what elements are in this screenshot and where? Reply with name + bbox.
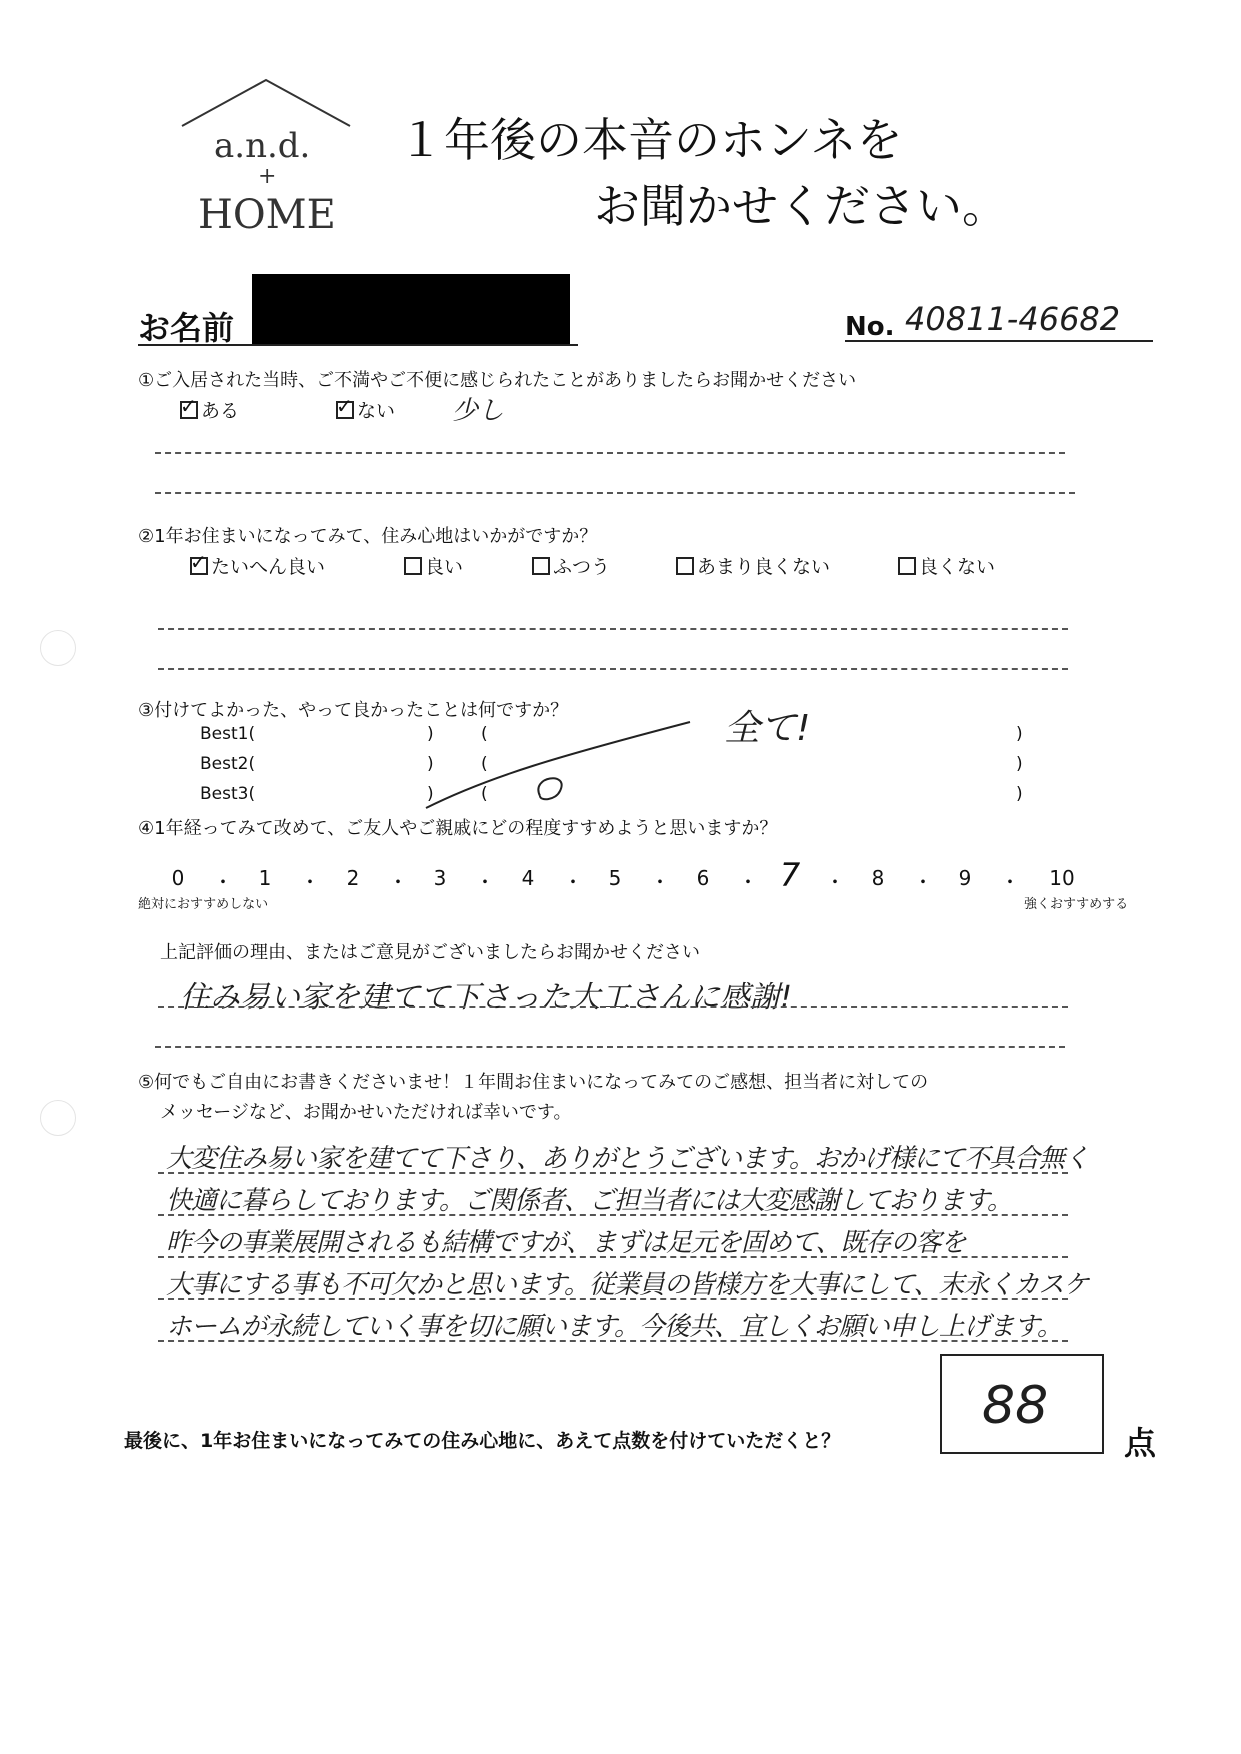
- q4-scale-dot: ・: [913, 870, 933, 894]
- q5-handwritten-line-5: ホームが永続していく事を切に願います。今後共、宜しくお願い申し上げます。: [166, 1312, 1062, 1342]
- q2-option-bad-label: 良くない: [919, 556, 996, 578]
- q2-checkbox-very-good[interactable]: [190, 557, 208, 575]
- q2-question: ②1年お住まいになってみて、住み心地はいかがですか？: [138, 526, 598, 547]
- q1-option-aru[interactable]: [180, 396, 239, 423]
- q5-handwritten-line-1: 大変住み易い家を建てて下さり、ありがとうございます。おかげ様にて不具合無く: [166, 1144, 1089, 1174]
- punch-hole-mark: [40, 630, 76, 666]
- q1-answer-line-1: [155, 452, 1065, 454]
- q5-handwritten-line-2: 快適に暮らしております。ご関係者、ご担当者には大変感謝しております。: [166, 1186, 1012, 1216]
- q4-scale-dot: ・: [300, 870, 320, 894]
- q1-answer-line-2: [155, 492, 1075, 494]
- q4-scale-dot: ・: [1000, 870, 1020, 894]
- q2-checkbox-normal[interactable]: [532, 557, 550, 575]
- q3-best1-open: (: [481, 724, 488, 744]
- q2-option-bad[interactable]: [898, 552, 995, 579]
- q3-best3-label: Best3(: [200, 784, 256, 804]
- q2-option-very-good[interactable]: [190, 552, 325, 579]
- q3-best2-close: ): [427, 754, 434, 774]
- q2-option-good-label: 良い: [425, 556, 464, 578]
- q2-checkbox-bad[interactable]: [898, 557, 916, 575]
- q4-scale-10[interactable]: 10: [1049, 866, 1075, 890]
- q3-handwritten: 全て!: [724, 708, 811, 749]
- q2-option-not-very-good-label: あまり良くない: [697, 556, 831, 578]
- q5-question-line2: メッセージなど、お聞かせいただければ幸いです。: [160, 1102, 572, 1123]
- number-value: 40811-46682: [905, 300, 1121, 338]
- q3-best2-open: (: [481, 754, 488, 774]
- q1-option-nai-label: ない: [357, 400, 396, 422]
- page-title-line2: お聞かせください。: [594, 179, 1008, 233]
- q4-scale-2[interactable]: 2: [346, 866, 360, 890]
- q5-question-line1: ⑤何でもご自由にお書きくださいませ！１年間お住まいになってみてのご感想、担当者に対しての: [138, 1072, 929, 1093]
- q3-handwritten-arrow-icon: [420, 716, 700, 816]
- q4-scale-7-selected[interactable]: 7: [779, 856, 801, 894]
- q2-checkbox-not-very-good[interactable]: [676, 557, 694, 575]
- q2-answer-line-2: [158, 668, 1068, 670]
- q4-question: ④1年経ってみて改めて、ご友人やご親戚にどの程度すすめようと思いますか？: [138, 818, 778, 839]
- q5-line-1: [158, 1172, 1068, 1174]
- logo-text-top: a.n.d.: [214, 126, 311, 166]
- page-title-line1: １年後の本音のホンネを: [398, 113, 903, 167]
- q5-handwritten-line-3: 昨今の事業展開されるも結構ですが、まずは足元を固めて、既存の客を: [166, 1228, 966, 1258]
- q1-question: ①ご入居された当時、ご不満やご不便に感じられたことがありましたらお聞かせください: [138, 370, 857, 391]
- logo-text-bottom: HOME: [198, 192, 336, 238]
- q4-scale-dot: ・: [650, 870, 670, 894]
- q3-question: ③付けてよかった、やって良かったことは何ですか？: [138, 700, 569, 721]
- q4-scale-dot: ・: [213, 870, 233, 894]
- logo-roof-icon: [178, 74, 354, 134]
- q4-scale-dot: ・: [563, 870, 583, 894]
- q1-checkbox-aru[interactable]: [180, 401, 198, 419]
- q2-option-very-good-label: たいへん良い: [211, 556, 326, 578]
- q2-option-good[interactable]: [404, 552, 463, 579]
- q3-best1-close: ): [427, 724, 434, 744]
- q1-checkbox-nai[interactable]: [336, 401, 354, 419]
- q4-scale-3[interactable]: 3: [433, 866, 447, 890]
- score-unit: 点: [1124, 1424, 1157, 1462]
- q3-best3-end: ): [1016, 784, 1023, 804]
- q4-high-label: 強くおすすめする: [1024, 897, 1129, 912]
- q5-line-2: [158, 1214, 1068, 1216]
- q4-scale-dot: ・: [388, 870, 408, 894]
- number-underline: [845, 340, 1153, 342]
- q4-scale-9[interactable]: 9: [958, 866, 972, 890]
- q5-line-5: [158, 1340, 1068, 1342]
- score-value: 88: [982, 1376, 1049, 1436]
- name-underline: [138, 344, 578, 346]
- q2-checkbox-good[interactable]: [404, 557, 422, 575]
- q4-scale-dot: ・: [738, 870, 758, 894]
- q4-scale-0[interactable]: 0: [171, 866, 185, 890]
- q4-scale-6[interactable]: 6: [696, 866, 710, 890]
- q4-reason-line-2: [155, 1046, 1065, 1048]
- q2-option-normal[interactable]: [532, 552, 610, 579]
- q3-best3-open: (: [481, 784, 488, 804]
- q1-option-nai[interactable]: [336, 396, 395, 423]
- q4-reason-text: 住み易い家を建てて下さった大工さんに感謝!: [180, 980, 793, 1015]
- name-label: お名前: [138, 309, 235, 347]
- q3-best2-label: Best2(: [200, 754, 256, 774]
- q4-scale-dot: ・: [825, 870, 845, 894]
- q4-scale-4[interactable]: 4: [521, 866, 535, 890]
- q3-best3-close: ): [427, 784, 434, 804]
- q5-line-3: [158, 1256, 1068, 1258]
- q3-best2-end: ): [1016, 754, 1023, 774]
- logo-plus: +: [258, 164, 277, 189]
- q4-scale-dot: ・: [475, 870, 495, 894]
- q4-scale-5[interactable]: 5: [608, 866, 622, 890]
- q3-best1-end: ): [1016, 724, 1023, 744]
- q4-scale-8[interactable]: 8: [871, 866, 885, 890]
- q4-reason-label: 上記評価の理由、またはご意見がございましたらお聞かせください: [160, 942, 700, 963]
- q4-reason-line-1: [158, 1006, 1068, 1008]
- name-redaction: [252, 274, 570, 344]
- q4-low-label: 絶対におすすめしない: [138, 897, 269, 912]
- q2-option-normal-label: ふつう: [553, 556, 611, 578]
- q1-handwritten: 少し: [452, 396, 505, 426]
- q5-handwritten-line-4: 大事にする事も不可欠かと思います。従業員の皆様方を大事にして、末永くカスケ: [166, 1270, 1089, 1300]
- q2-option-not-very-good[interactable]: [676, 552, 830, 579]
- q4-scale-1[interactable]: 1: [258, 866, 272, 890]
- q3-best1-label: Best1(: [200, 724, 256, 744]
- q5-line-4: [158, 1298, 1068, 1300]
- punch-hole-mark: [40, 1100, 76, 1136]
- number-label: No.: [845, 312, 895, 342]
- q2-answer-line-1: [158, 628, 1068, 630]
- q1-option-aru-label: ある: [201, 400, 240, 422]
- final-question: 最後に、1年お住まいになってみての住み心地に、あえて点数を付けていただくと？: [124, 1430, 841, 1452]
- score-box[interactable]: [940, 1354, 1104, 1454]
